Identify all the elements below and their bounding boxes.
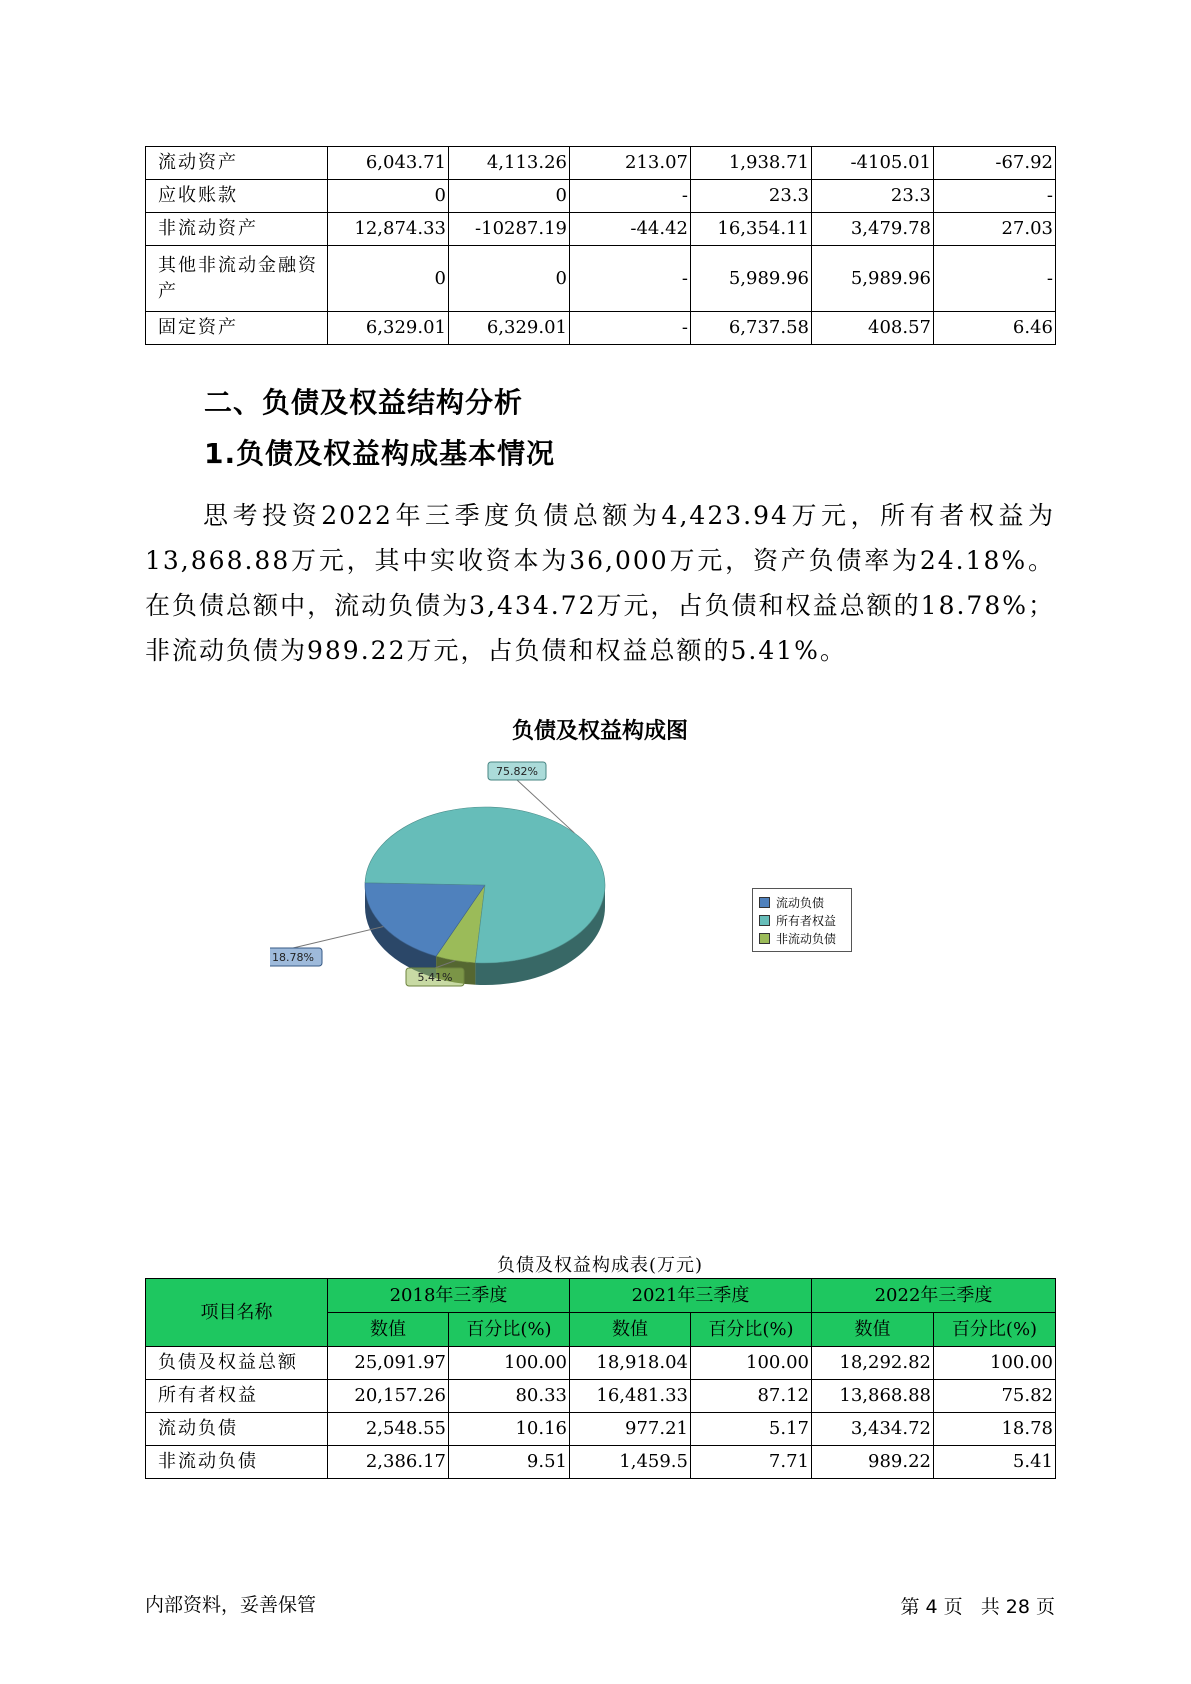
body-paragraph: 思考投资2022年三季度负债总额为4,423.94万元，所有者权益为13,868.88万元，其中实收资本为36,000万元，资产负债率为24.18%。在负债总额中，流动负债为3,434.72万元，占负债和权益总额的18.78%；非流动负债为989.22万元，占负债和权益总额的5.41%。 [145,501,1055,665]
legend-item [759,929,845,947]
section-heading: 二、负债及权益结构分析 [204,386,524,419]
cell: 100.00 [934,1347,1056,1380]
cell: 7.71 [691,1446,812,1479]
cell: 80.33 [449,1380,570,1413]
cell: 1,459.5 [570,1446,691,1479]
cell: 0 [449,180,570,213]
cell: 20,157.26 [328,1380,449,1413]
cell: 5.17 [691,1413,812,1446]
cell: -67.92 [934,147,1056,180]
pie-chart [270,760,650,1050]
cell: 0 [449,246,570,312]
table-row [146,180,1056,213]
table-row [146,213,1056,246]
cell: 408.57 [812,312,934,345]
sub-header: 数值 [328,1313,449,1347]
cell: 6.46 [934,312,1056,345]
table-row [146,147,1056,180]
cell: 18.78 [934,1413,1056,1446]
sub-header: 百分比(%) [934,1313,1056,1347]
cell: 2,386.17 [328,1446,449,1479]
cell: 100.00 [449,1347,570,1380]
chart-legend [752,888,852,952]
cell: - [934,180,1056,213]
cell: 23.3 [691,180,812,213]
cell: 18,292.82 [812,1347,934,1380]
chart-title: 负债及权益构成图 [511,719,688,744]
liability-equity-table [145,1278,1056,1479]
cell: 5.41 [934,1446,1056,1479]
period-header: 2018年三季度 [328,1279,570,1313]
item-header: 项目名称 [146,1279,328,1347]
cell: 6,329.01 [449,312,570,345]
cell: - [570,246,691,312]
legend-label: 所有者权益 [776,913,837,928]
cell: 25,091.97 [328,1347,449,1380]
cell: 213.07 [570,147,691,180]
row-label: 所有者权益 [146,1380,328,1413]
cell: 100.00 [691,1347,812,1380]
cell: 16,481.33 [570,1380,691,1413]
cell: 5,989.96 [812,246,934,312]
table-row [146,1380,1056,1413]
cell: 12,874.33 [328,213,449,246]
row-label: 流动资产 [146,147,328,180]
cell: 5,989.96 [691,246,812,312]
sub-header: 百分比(%) [691,1313,812,1347]
sub-header: 百分比(%) [449,1313,570,1347]
row-label: 负债及权益总额 [146,1347,328,1380]
table-row [146,246,1056,312]
leader-line [293,926,383,948]
cell: 989.22 [812,1446,934,1479]
cell: 1,938.71 [691,147,812,180]
table-row [146,1347,1056,1380]
cell: 87.12 [691,1380,812,1413]
cell: 6,043.71 [328,147,449,180]
legend-swatch [759,915,770,926]
legend-swatch [759,897,770,908]
table-row [146,312,1056,345]
period-header: 2022年三季度 [812,1279,1056,1313]
cell: 9.51 [449,1446,570,1479]
cell: 6,329.01 [328,312,449,345]
period-header: 2021年三季度 [570,1279,812,1313]
cell: -10287.19 [449,213,570,246]
table-caption: 负债及权益构成表(万元) [496,1255,704,1276]
row-label: 其他非流动金融资产 [146,246,328,312]
sub-header: 数值 [570,1313,691,1347]
cell: - [570,180,691,213]
table-row [146,1413,1056,1446]
row-label: 非流动资产 [146,213,328,246]
cell: -4105.01 [812,147,934,180]
pie-data-label [270,926,383,966]
table-header-row [146,1279,1056,1313]
page-number: 第 4 页 共 28 页 [900,1596,1055,1618]
cell: 4,113.26 [449,147,570,180]
cell: 977.21 [570,1413,691,1446]
cell: 2,548.55 [328,1413,449,1446]
cell: 0 [328,180,449,213]
table-row [146,1446,1056,1479]
cell: 18,918.04 [570,1347,691,1380]
row-label: 应收账款 [146,180,328,213]
cell: 10.16 [449,1413,570,1446]
cell: - [570,312,691,345]
row-label: 非流动负债 [146,1446,328,1479]
sub-heading: 1.负债及权益构成基本情况 [204,437,556,470]
legend-label: 非流动负债 [776,931,837,946]
row-label: 固定资产 [146,312,328,345]
legend-label: 流动负债 [776,895,825,910]
cell: 13,868.88 [812,1380,934,1413]
cell: 6,737.58 [691,312,812,345]
cell: 3,479.78 [812,213,934,246]
legend-swatch [759,933,770,944]
cell: - [934,246,1056,312]
label-text: 75.82% [496,765,538,778]
row-label: 流动负债 [146,1413,328,1446]
legend-item [759,893,845,911]
cell: 3,434.72 [812,1413,934,1446]
legend-item [759,911,845,929]
cell: 75.82 [934,1380,1056,1413]
cell: 16,354.11 [691,213,812,246]
cell: 27.03 [934,213,1056,246]
footer-note: 内部资料，妥善保管 [145,1594,317,1616]
asset-table [145,146,1056,345]
cell: -44.42 [570,213,691,246]
label-text: 5.41% [417,971,453,984]
cell: 0 [328,246,449,312]
cell: 23.3 [812,180,934,213]
label-text: 18.78% [272,951,314,964]
sub-header: 数值 [812,1313,934,1347]
